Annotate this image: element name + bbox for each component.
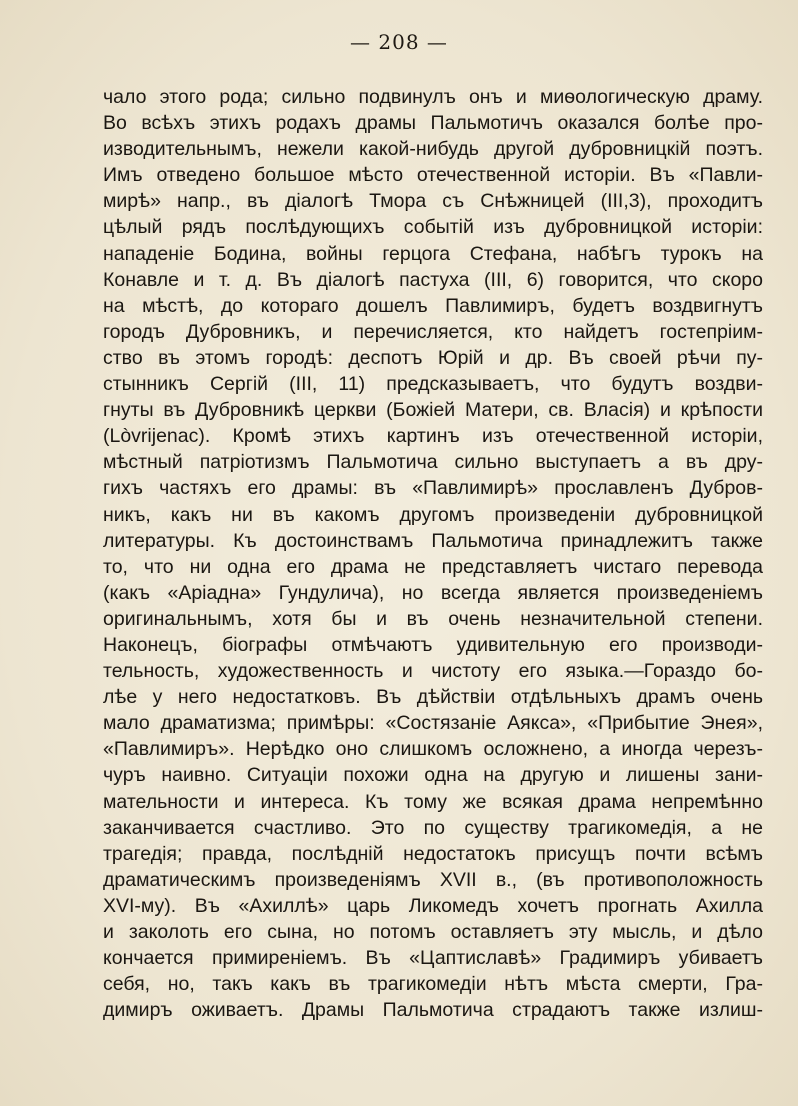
text-line-2: Во всѣхъ этихъ родахъ драмы Пальмотичъ оказался болѣе про-	[103, 112, 763, 135]
text-line-30: трагедія; правда, послѣдній недостатокъ присущъ почти всѣмъ	[103, 842, 763, 865]
text-line-24: лѣе у него недостатковъ. Въ дѣйствіи отдѣльныхъ драмъ очень	[103, 686, 763, 709]
text-line-32: XVI-му). Въ «Ахиллѣ» царь Ликомедъ хочетъ прогнать Ахилла	[103, 894, 763, 917]
text-line-22: Наконецъ, біографы отмѣчаютъ удивительную его производи-	[103, 633, 763, 656]
text-line-5: мирѣ» напр., въ діалогѣ Тмора съ Снѣжницей (III,3), проходитъ	[103, 190, 763, 213]
text-line-4: Имъ отведено большое мѣсто отечественной исторіи. Въ «Павли-	[103, 164, 763, 187]
text-line-18: литературы. Къ достоинствамъ Пальмотича принадлежитъ также	[103, 529, 763, 552]
body-text	[103, 84, 763, 1023]
text-line-21: оригинальнымъ, хотя бы и въ очень незначительной степени.	[103, 607, 763, 630]
text-line-23: тельность, художественность и чистоту его языка.—Гораздо бо-	[103, 660, 763, 683]
text-line-10: городъ Дубровникъ, и перечисляется, кто найдетъ гостепріим-	[103, 320, 763, 343]
text-line-19: то, что ни одна его драма не представляетъ чистаго перевода	[103, 555, 763, 578]
text-line-34: кончается примиреніемъ. Въ «Цаптиславѣ» Градимиръ убиваетъ	[103, 947, 763, 970]
text-line-9: на мѣстѣ, до котораго дошелъ Павлимиръ, будетъ воздвигнутъ	[103, 294, 763, 317]
text-line-3: изводительнымъ, нежели какой-нибудь другой дубровницкій поэтъ.	[103, 138, 763, 161]
text-line-12: стынникъ Сергій (III, 11) предсказываетъ, что будутъ воздви-	[103, 373, 763, 396]
text-line-14: (Lòvrijenac). Кромѣ этихъ картинъ изъ отечественной исторіи,	[103, 425, 763, 448]
text-line-16: гихъ частяхъ его драмы: въ «Павлимирѣ» прославленъ Дубров-	[103, 477, 763, 500]
text-line-11: ство въ этомъ городѣ: деспотъ Юрій и др. Въ своей рѣчи пу-	[103, 346, 763, 369]
text-line-31: драматическимъ произведеніямъ XVII в., (въ противоположность	[103, 868, 763, 891]
text-line-6: цѣлый рядъ послѣдующихъ событій изъ дубровницкой исторіи:	[103, 216, 763, 239]
text-line-20: (какъ «Аріадна» Гундулича), но всегда является произведеніемъ	[103, 581, 763, 604]
text-line-13: гнуты въ Дубровникѣ церкви (Божіей Матери, св. Власія) и крѣпости	[103, 399, 763, 422]
text-line-7: нападеніе Бодина, войны герцога Стефана, набѣгъ турокъ на	[103, 242, 763, 265]
text-line-28: мательности и интереса. Къ тому же всякая драма непремѣнно	[103, 790, 763, 813]
text-line-35: себя, но, такъ какъ въ трагикомедіи нѣтъ мѣста смерти, Гра-	[103, 973, 763, 996]
text-line-15: мѣстный патріотизмъ Пальмотича сильно выступаетъ а въ дру-	[103, 451, 763, 474]
page-number: — 208 —	[350, 30, 448, 54]
text-line-27: чуръ наивно. Ситуаціи похожи одна на другую и лишены зани-	[103, 764, 763, 787]
text-line-8: Конавле и т. д. Въ діалогѣ пастуха (III, 6) говорится, что скоро	[103, 268, 763, 291]
text-line-26: «Павлимиръ». Нерѣдко оно слишкомъ осложнено, а иногда черезъ-	[103, 738, 763, 761]
text-line-36: димиръ оживаетъ. Драмы Пальмотича страдаютъ также излиш-	[103, 999, 763, 1022]
text-line-25: мало драматизма; примѣры: «Состязаніе Аякса», «Прибытие Энея»,	[103, 712, 763, 735]
text-line-33: и заколоть его сына, но потомъ оставляетъ эту мысль, и дѣло	[103, 921, 763, 943]
text-line-17: никъ, какъ ни въ какомъ другомъ произведеніи дубровницкой	[103, 503, 763, 526]
text-line-1: чало этого рода; сильно подвинулъ онъ и миѳологическую драму.	[103, 86, 763, 108]
text-line-29: заканчивается счастливо. Это по существу трагикомедія, а не	[103, 816, 763, 839]
